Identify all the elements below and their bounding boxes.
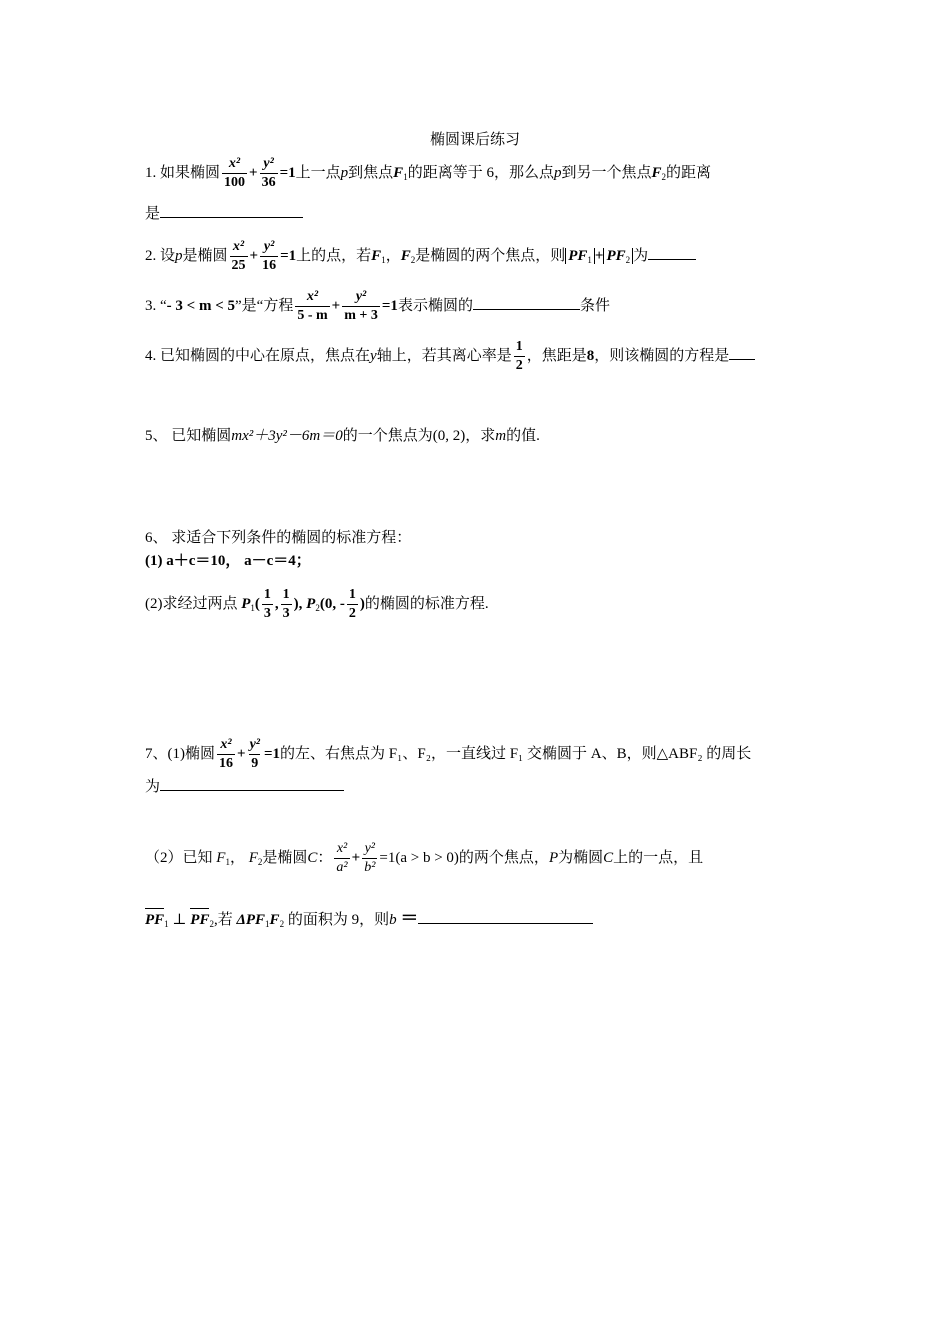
q7-fraction-x: $\frac{\text{x²}}{16}$ (219, 737, 233, 771)
question-2: 2. 设p是椭圆 $\frac{\text{x²}}{25}$ + $\frac{\text{y²}}{16}$ =1上的点，若$F_1$，$F_2$是椭圆的两个焦点，则 $PF_1 + PF_2$ 为 (145, 238, 805, 275)
q6-P2: P (306, 595, 316, 612)
q4-text-a: 4. 已知椭圆的中心在原点，焦点在 (145, 347, 371, 364)
q2-fraction-x: $\frac{\text{x²}}{25}$ (231, 239, 246, 273)
q3-fraction-x: $\frac{\text{x²}}{5 - m}$ (297, 289, 328, 323)
q7-F1: F (216, 849, 226, 866)
q3-fraction-y: $\frac{\text{y²}}{m + 3}$ (344, 289, 378, 323)
q1-text-d: 到另一个焦点 (561, 164, 652, 181)
q1-text-f: 是 (145, 206, 161, 222)
q1-answer-blank[interactable] (160, 203, 303, 218)
q4-focal: 8 (586, 347, 595, 364)
q4-text-c: ，焦距是 (526, 347, 587, 364)
q4-y: y (370, 347, 377, 364)
q1-label: 1. 如果椭圆 (145, 164, 221, 181)
q4-text-b: 轴上，若其离心率是 (376, 347, 512, 364)
q2-pf1: PF (568, 247, 588, 264)
q2-answer-blank[interactable] (648, 245, 696, 260)
q7-text-d: 的两个焦点， (458, 849, 549, 866)
q2-F2: F (400, 247, 411, 264)
q2-text-d: 是椭圆的两个焦点，则 (415, 247, 566, 264)
q1-fraction-x: $\frac{\text{x²}}{100}$ (224, 156, 246, 190)
q7-fraction-y: $\frac{\text{y²}}{9}$ (249, 737, 260, 771)
q7-triangle: ΔPF (236, 912, 266, 928)
q5-text-b: 的一个焦点为(0, 2)，求 (342, 428, 496, 444)
q5-m: m (495, 428, 507, 444)
q1-F2: F (651, 164, 662, 181)
q3-answer-blank[interactable] (473, 295, 580, 310)
q3-text-a: ”是“方程 (235, 297, 294, 314)
q6-text-a: 6、 求适合下列条件的椭圆的标准方程： (145, 530, 412, 546)
q7-answer-blank-2[interactable] (418, 909, 593, 924)
q1-sub1: 1 (403, 171, 408, 182)
q7-b: b (389, 912, 397, 928)
q2-pf2: PF (606, 247, 626, 264)
q6-P1: P (241, 595, 251, 612)
q4-text-d: ，则该椭圆的方程是 (594, 347, 730, 364)
question-1-line-2 (145, 203, 805, 224)
page-title: 椭圆课后练习 (429, 132, 520, 148)
question-5 (145, 426, 805, 446)
q7-perp: ⊥ (172, 912, 187, 928)
q1-equals: =1 (279, 164, 296, 181)
q5-text-c: 的值. (506, 428, 540, 444)
question-1-line-1: 1. 如果椭圆 $\frac{\text{x²}}{100}$ + $\frac{\text{y²}}{36}$ =1上一点p到焦点$F_1$的距离等于 6，那么点p到另一个焦点$F_2$的距离 (145, 156, 711, 190)
q6-p2-y: $\frac{1}{2}$ (348, 587, 356, 621)
q7-equals: =1 (263, 745, 281, 762)
q2-plus: + (594, 247, 604, 264)
q6-p1-y: $\frac{1}{3}$ (282, 587, 290, 621)
q2-label: 2. 设 (145, 247, 176, 264)
q7-text-c: 是椭圆 (262, 849, 308, 866)
q6-part2-b: 的椭圆的标准方程. (364, 595, 489, 612)
q1-text-e: 的距离 (665, 164, 711, 181)
q2-fraction-y: $\frac{\text{y²}}{16}$ (262, 239, 277, 273)
q5-text-a: 5、 已知椭圆 (145, 428, 232, 444)
q2-equals: =1 (280, 247, 297, 264)
q1-p2: p (553, 164, 562, 181)
q2-F1: F (371, 247, 382, 264)
q1-fraction-y: $\frac{\text{y²}}{36}$ (261, 156, 276, 190)
q7-P: P (548, 849, 559, 866)
question-7-part-2-line-2: $PF_1$ ⊥ $PF_2$,若 $\Delta PF_1F_2$ 的面积为 9，则b ＝ (145, 908, 805, 934)
q6-part2-a: (2)求经过两点 (145, 595, 238, 612)
question-6-heading (145, 528, 805, 548)
q1-text-b: 到焦点 (348, 164, 394, 181)
q3-label: 3. “ (145, 297, 167, 314)
q1-sub2: 2 (661, 171, 666, 182)
q7-colon: ： (317, 849, 333, 866)
question-6-part-2: (2)求经过两点 $P_1$( $\frac{1}{3}$ , $\frac{1}{3}$ ), $P_2(0$, - $\frac{1}{2}$ )的椭圆的标准方程. (145, 587, 489, 621)
q7-C: C (307, 849, 318, 866)
q4-answer-blank[interactable] (729, 345, 755, 360)
q4-eccentricity-fraction: $\frac{1}{2}$ (515, 339, 523, 373)
question-3: 3. “- 3 < m < 5”是“方程 $\frac{\text{x²}}{5 - m}$ + $\frac{\text{y²}}{m + 3}$ =1表示椭圆的 条件 (145, 289, 610, 323)
q1-p: p (340, 164, 349, 181)
q2-text-b: 上的点，若 (296, 247, 372, 264)
q7-F2: F (248, 849, 258, 866)
q7-b-equals: ＝ (400, 908, 419, 928)
q1-text-a: 上一点 (295, 164, 341, 181)
question-4 (145, 338, 805, 375)
q7-C2: C (603, 849, 614, 866)
q2-p: p (175, 247, 183, 264)
q7-ellipse-y: $\frac{\text{y²}}{\text{b²}}$ (364, 841, 376, 875)
q5-equation: mx²＋3y²－6m＝0 (231, 428, 343, 444)
question-7-part-2-line-1: （2）已知 $F_1$， $F_2$是椭圆C： $\frac{\text{x²}}{\text{a²}}$ + $\frac{\text{y²}}{\text{b²}}$ =1(a > b > 0)的两个焦点，P为椭圆C上的一点，且 (145, 841, 704, 875)
q7-answer-blank-1[interactable] (160, 776, 344, 791)
q3-text-b: 表示椭圆的 (397, 297, 473, 314)
q3-condition: - 3 < m < 5 (166, 297, 236, 314)
q1-text-c: 的距离等于 6，那么点 (407, 164, 554, 181)
q7-text-b: 为 (145, 779, 161, 795)
q7-ellipse-x: $\frac{\text{x²}}{\text{a²}}$ (336, 841, 348, 875)
question-6-part-1 (145, 551, 805, 571)
q7-text-g: 若 (217, 912, 233, 928)
q7-label: 7、(1)椭圆 (145, 745, 215, 762)
q7-ellipse-eq: =1(a > b > 0) (379, 849, 459, 866)
q2-text-a: 是椭圆 (182, 247, 228, 264)
q7-vector-pf1: PF (145, 908, 164, 930)
q3-equals: =1 (381, 297, 398, 314)
question-7-part-1-answer (145, 776, 805, 797)
question-7-part-1: 7、(1)椭圆 $\frac{\text{x²}}{16}$ + $\frac{\text{y²}}{9}$ =1的左、右焦点为 F₁、F₂，一直线过 F₁ 交椭圆于 A、B，则△ABF₂ 的周长 (145, 737, 752, 771)
q7-vector-pf2: PF (190, 908, 209, 930)
q7-text-h: 的面积为 9，则 (287, 912, 390, 928)
q1-F1: F (393, 164, 404, 181)
q7-text-f: 上的一点，且 (613, 849, 704, 866)
q6-part1: (1) a＋c＝10， a－c＝4； (145, 553, 311, 569)
q3-text-c: 条件 (579, 297, 610, 314)
q2-text-e: 为 (633, 247, 649, 264)
q7-text-a: 的左、右焦点为 F₁、F₂，一直线过 F₁ 交椭圆于 A、B，则△ABF₂ 的周长 (280, 745, 752, 762)
q2-text-c: ， (385, 247, 401, 264)
q6-p1-x: $\frac{1}{3}$ (263, 587, 271, 621)
q7-part2-label: （2）已知 (145, 849, 213, 866)
q7-text-e: 为椭圆 (558, 849, 604, 866)
